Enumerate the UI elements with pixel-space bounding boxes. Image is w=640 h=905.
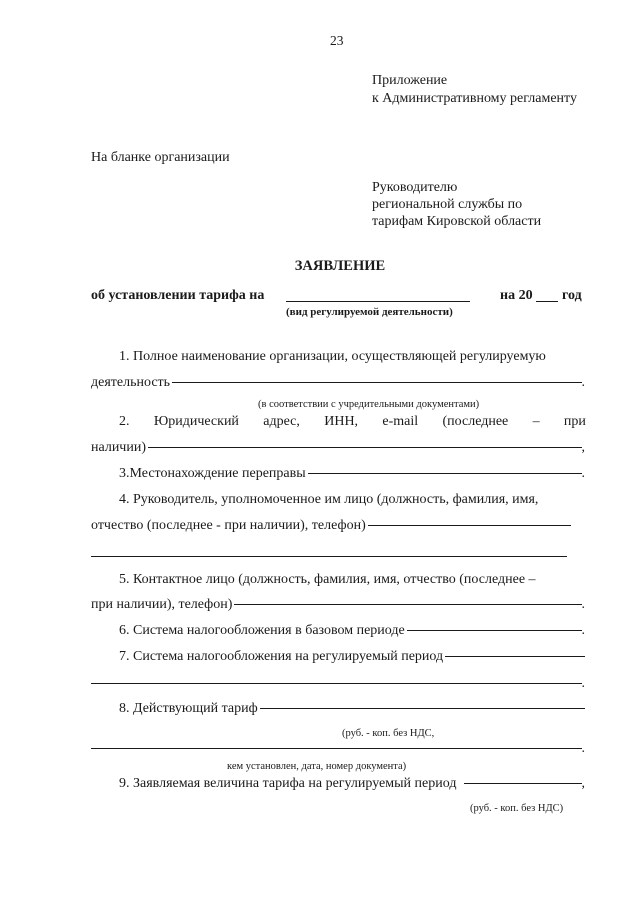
- item-9-label: 9. Заявляемая величина тарифа на регулируемый период: [119, 776, 457, 791]
- item-5-label: при наличии), телефон): [91, 597, 233, 612]
- item-2-label: наличии): [91, 440, 146, 455]
- item-6-row: [119, 622, 585, 640]
- item-3-label: 3.Местонахождение переправы: [119, 466, 306, 481]
- item-1-line-1: 1. Полное наименование организации, осуществляющей регулируемую: [119, 349, 546, 364]
- item-3-row: [119, 465, 585, 483]
- page-number: 23: [330, 33, 344, 48]
- item-6-period: .: [581, 623, 585, 638]
- item-2-word: (последнее: [442, 414, 509, 429]
- item-7-label: 7. Система налогообложения на регулируемый период: [119, 649, 444, 664]
- year-field[interactable]: [536, 301, 558, 302]
- item-2-word: –: [532, 414, 540, 429]
- tax-system-base-field[interactable]: [407, 630, 582, 631]
- item-7-continuation-row: [91, 675, 585, 693]
- item-2-comma: ,: [581, 440, 585, 455]
- requested-tariff-field[interactable]: [464, 783, 581, 784]
- tax-system-regulated-continuation[interactable]: [91, 683, 582, 684]
- item-8-period: .: [581, 741, 585, 756]
- item-2-word: ИНН,: [324, 414, 359, 429]
- item-8-hint-1: (руб. - коп. без НДС,: [342, 728, 435, 739]
- item-8-hint-2: кем установлен, дата, номер документа): [227, 761, 407, 772]
- item-7-period: .: [581, 676, 585, 691]
- item-2-word: e-mail: [382, 414, 419, 429]
- addressee-line-2: региональной службы по: [372, 197, 523, 212]
- item-8-row: [119, 700, 585, 718]
- current-tariff-continuation[interactable]: [91, 748, 582, 749]
- organization-name-field[interactable]: [172, 382, 581, 383]
- item-8-continuation-row: [91, 740, 585, 758]
- director-field[interactable]: [368, 525, 571, 526]
- subtitle-year-suffix: год: [562, 288, 582, 303]
- item-2-word: при: [563, 414, 586, 429]
- item-9-hint: (руб. - коп. без НДС): [470, 803, 564, 814]
- activity-type-hint: (вид регулируемой деятельности): [286, 306, 453, 318]
- item-8-label: 8. Действующий тариф: [119, 701, 258, 716]
- item-1-period: .: [581, 375, 585, 390]
- director-field-continuation[interactable]: [91, 556, 567, 557]
- item-5-line-1: 5. Контактное лицо (должность, фамилия, имя, отчество (последнее –: [119, 572, 536, 587]
- item-4-label: отчество (последнее - при наличии), телефон): [91, 518, 366, 533]
- addressee-line-1: Руководителю: [372, 180, 458, 195]
- item-2-word: Юридический: [153, 414, 239, 429]
- item-2-line-1: [119, 413, 586, 431]
- item-5-period: .: [581, 597, 585, 612]
- legal-address-field[interactable]: [148, 447, 582, 448]
- item-1-hint: (в соответствии с учредительными документами): [258, 399, 480, 410]
- item-7-row: [119, 648, 585, 666]
- appendix-line-1: Приложение: [372, 73, 448, 88]
- tax-system-regulated-field[interactable]: [445, 656, 585, 657]
- letterhead-note: На бланке организации: [91, 150, 230, 165]
- addressee-line-3: тарифам Кировской области: [372, 214, 542, 229]
- item-2-row: [91, 439, 585, 457]
- crossing-location-field[interactable]: [308, 473, 582, 474]
- item-3-period: .: [581, 466, 585, 481]
- document-title: ЗАЯВЛЕНИЕ: [294, 258, 386, 274]
- item-4-line-1: 4. Руководитель, уполномоченное им лицо (должность, фамилия, имя,: [119, 492, 539, 507]
- item-4-row: [91, 517, 571, 535]
- item-2-word: адрес,: [263, 414, 300, 429]
- contact-person-field[interactable]: [234, 604, 581, 605]
- subtitle-prefix: об установлении тарифа на: [91, 288, 265, 303]
- item-9-comma: ,: [581, 776, 585, 791]
- appendix-line-2: к Административному регламенту: [372, 91, 577, 106]
- item-1-label: деятельность: [91, 375, 171, 390]
- item-9-row: [119, 775, 585, 793]
- item-1-row: [91, 374, 585, 392]
- item-5-row: [91, 596, 585, 614]
- subtitle-year-prefix: на 20: [500, 288, 533, 303]
- current-tariff-field[interactable]: [260, 708, 585, 709]
- activity-type-field[interactable]: [286, 301, 470, 302]
- item-6-label: 6. Система налогообложения в базовом периоде: [119, 623, 405, 638]
- item-2-word: 2.: [119, 414, 130, 429]
